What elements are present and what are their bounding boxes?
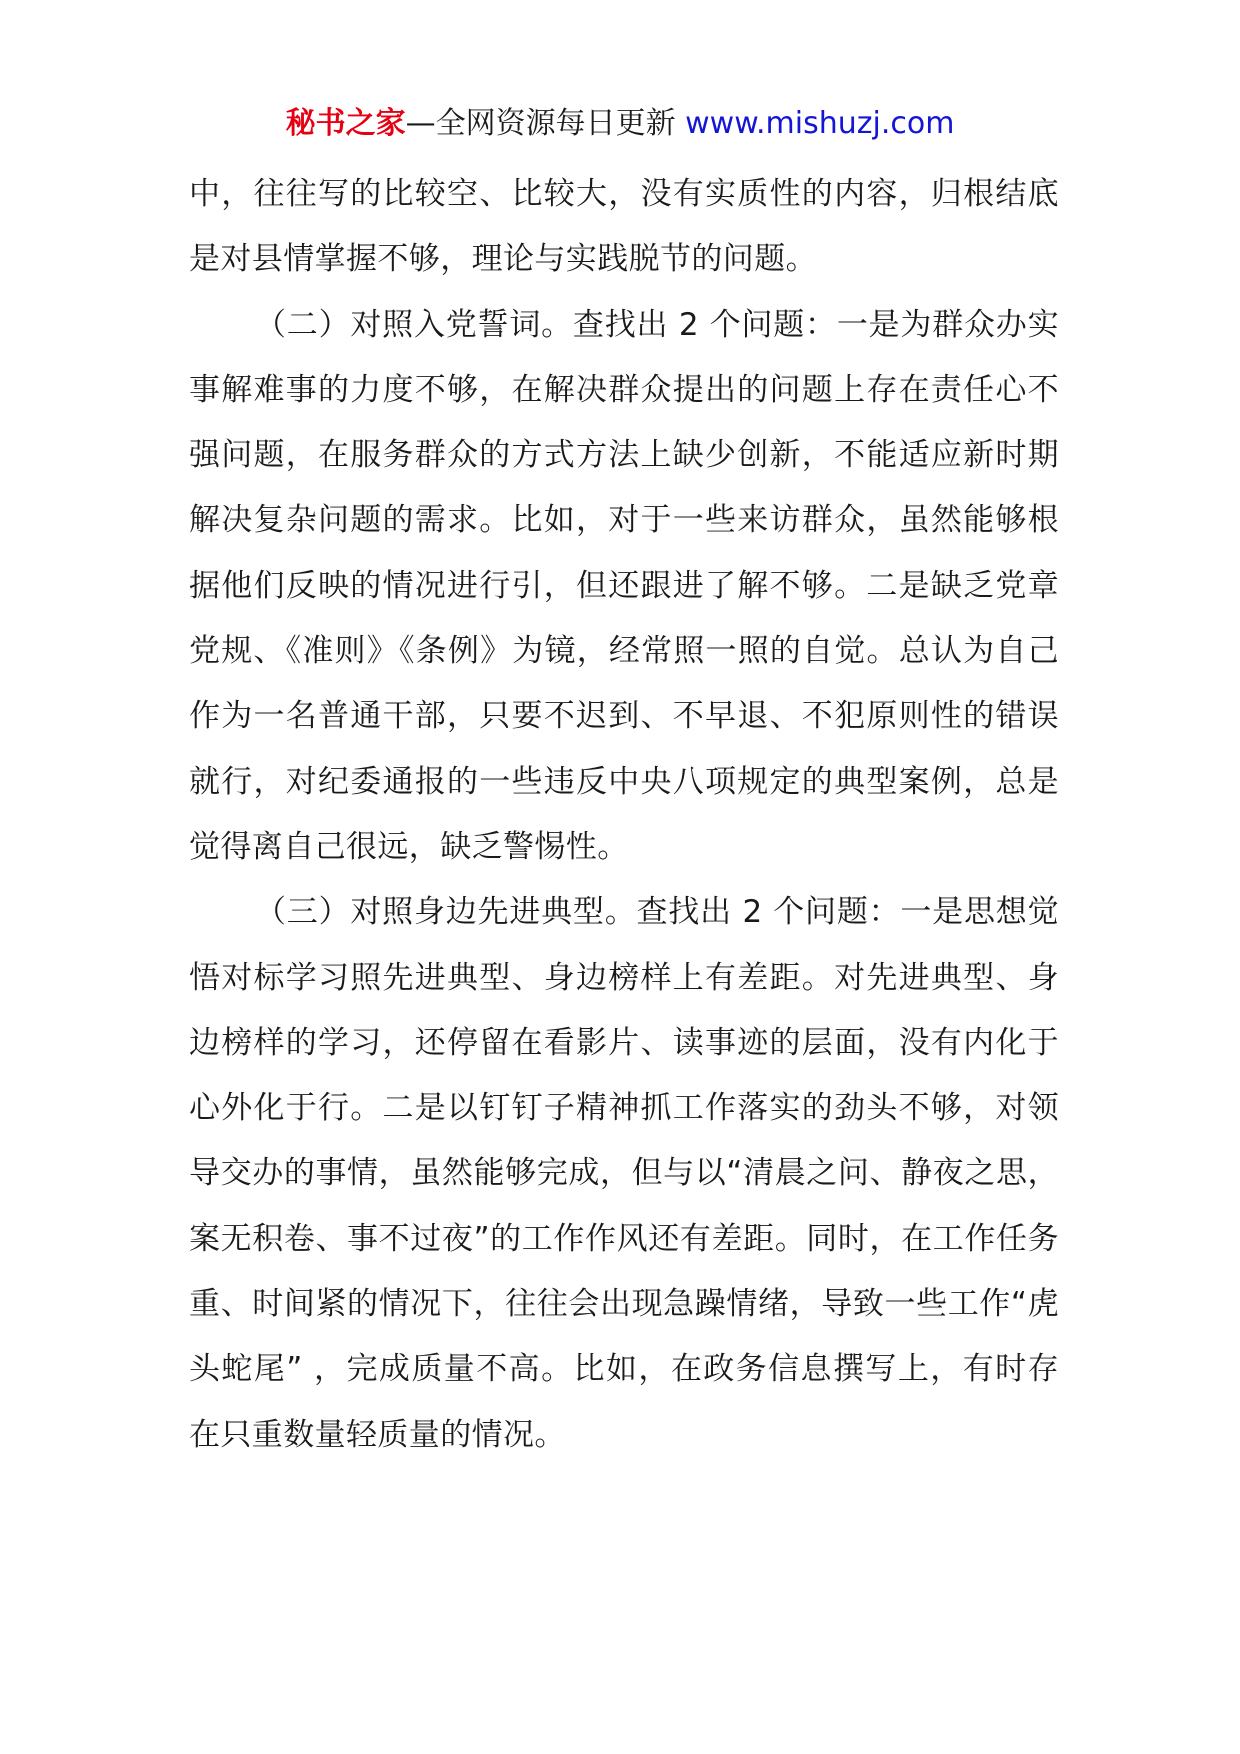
brand-name: 秘书之家 [285, 106, 406, 141]
paragraph-section-two: （二）对照入党誓词。查找出 2 个问题：一是为群众办实事解难事的力度不够，在解决群众提出的问题上存在责任心不强问题，在服务群众的方式方法上缺少创新，不能适应新时期解决复杂问题的需求。比如，对于一些来访群众，虽然能够根据他们反映的情况进行引，但还跟进了解不够。二是缺乏党章党规、《准则》《条例》为镜，经常照一照的自觉。总认为自己作为一名普通干部，只要不迟到、不早退、不犯原则性的错误就行，对纪委通报的一些违反中央八项规定的典型案例，总是觉得离自己很远，缺乏警惕性。 [189, 306, 1059, 865]
header-tagline: —全网资源每日更新 [405, 106, 676, 141]
page-header [0, 100, 1240, 148]
document-body [189, 162, 1059, 1468]
header-url[interactable]: www.mishuzj.com [685, 106, 955, 141]
paragraph-continuation: 中，往往写的比较空、比较大，没有实质性的内容，归根结底是对县情掌握不够，理论与实践脱节的问题。 [189, 176, 1059, 278]
paragraph-section-three: （三）对照身边先进典型。查找出 2 个问题：一是思想觉悟对标学习照先进典型、身边榜样上有差距。对先进典型、身边榜样的学习，还停留在看影片、读事迹的层面，没有内化于心外化于行。二是以钉钉子精神抓工作落实的劲头不够，对领导交办的事情，虽然能够完成，但与以“清晨之问、静夜之思，案无积卷、事不过夜”的工作作风还有差距。同时，在工作任务重、时间紧的情况下，往往会出现急躁情绪，导致一些工作“虎头蛇尾” ，完成质量不高。比如，在政务信息撰写上，有时存在只重数量轻质量的情况。 [189, 894, 1059, 1453]
